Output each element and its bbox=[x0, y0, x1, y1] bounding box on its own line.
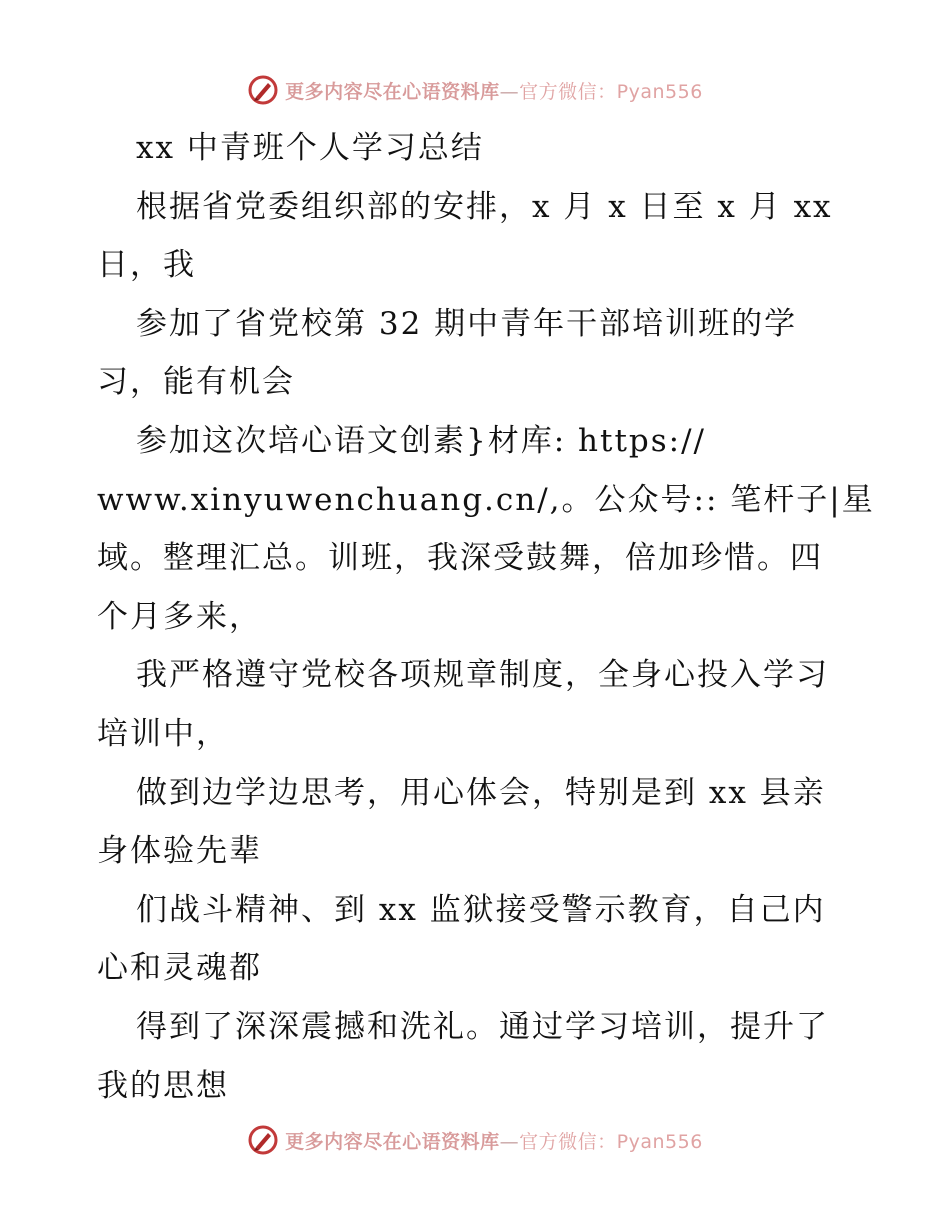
watermark-separator: — bbox=[499, 80, 520, 103]
text-line: 做到边学边思考，用心体会，特别是到 xx 县亲 bbox=[136, 774, 826, 811]
text-line: 参加了省党校第 32 期中青年干部培训班的学 bbox=[136, 305, 798, 342]
text-line: 们战斗精神、到 xx 监狱接受警示教育，自己内 bbox=[136, 891, 826, 928]
text-line: 个月多来， bbox=[97, 598, 262, 635]
document-title: xx 中青班个人学习总结 bbox=[136, 130, 484, 166]
text-line: www.xinyuwenchuang.cn/,。公众号:: 笔杆子|星 bbox=[97, 481, 875, 518]
watermark-wechat: 官方微信：Pyan556 bbox=[519, 80, 703, 103]
watermark-main: 更多内容尽在心语资料库 bbox=[285, 1130, 500, 1153]
text-line: 根据省党委组织部的安排，x 月 x 日至 x 月 xx bbox=[136, 188, 833, 225]
text-line: 习，能有机会 bbox=[97, 364, 295, 401]
watermark-separator: — bbox=[499, 1130, 520, 1153]
watermark-wechat: 官方微信：Pyan556 bbox=[519, 1130, 703, 1153]
document-body bbox=[97, 119, 875, 1115]
pen-circle-logo-icon bbox=[247, 1124, 279, 1156]
watermark-text bbox=[285, 1127, 703, 1154]
footer-watermark bbox=[0, 1120, 950, 1160]
text-line: 域。整理汇总。训班，我深受鼓舞，倍加珍惜。四 bbox=[97, 540, 823, 577]
text-line: 身体验先辈 bbox=[97, 833, 262, 870]
text-line: 我严格遵守党校各项规章制度，全身心投入学习 bbox=[136, 657, 829, 694]
text-line: 培训中， bbox=[97, 715, 229, 752]
watermark-text bbox=[285, 77, 703, 104]
text-line: 日，我 bbox=[97, 247, 196, 284]
pen-circle-logo-icon bbox=[247, 74, 279, 106]
watermark-main: 更多内容尽在心语资料库 bbox=[285, 80, 500, 103]
header-watermark bbox=[0, 70, 950, 110]
text-line: 心和灵魂都 bbox=[97, 950, 262, 987]
text-line: 参加这次培心语文创素}材库: https:// bbox=[136, 422, 706, 459]
text-line: 得到了深深震撼和洗礼。通过学习培训，提升了 bbox=[136, 1008, 829, 1045]
text-line: 我的思想 bbox=[97, 1067, 229, 1104]
